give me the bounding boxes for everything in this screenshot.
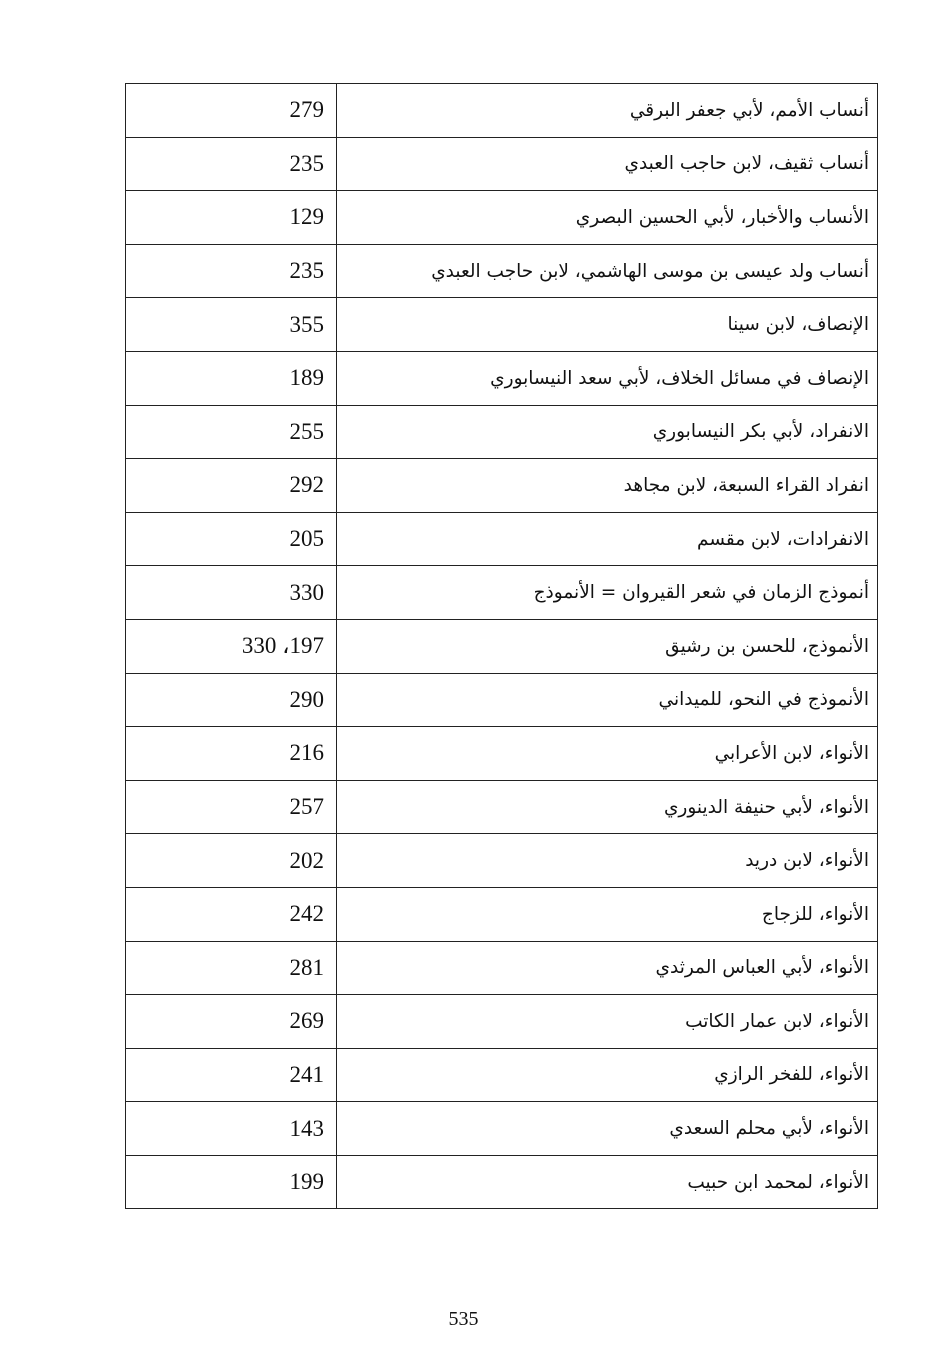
table-row [126, 834, 878, 888]
table-row [126, 298, 878, 352]
book-title: الأنموذج، للحسن بن رشيق [337, 619, 878, 673]
book-title: الأنواء، لمحمد ابن حبيب [337, 1155, 878, 1209]
book-title: أنساب ولد عيسى بن موسى الهاشمي، لابن حاجب العبدي [337, 244, 878, 298]
book-title: أنساب ثقيف، لابن حاجب العبدي [337, 137, 878, 191]
book-title: الأنواء، لابن عمار الكاتب [337, 995, 878, 1049]
book-title: الإنصاف، لابن سينا [337, 298, 878, 352]
page-reference: 355 [126, 298, 337, 352]
page-reference: 235 [126, 244, 337, 298]
page-reference: 129 [126, 191, 337, 245]
page-reference: 241 [126, 1048, 337, 1102]
table-row [126, 887, 878, 941]
book-title: أنموذج الزمان في شعر القيروان = الأنموذج [337, 566, 878, 620]
book-title: الأنواء، للزجاج [337, 887, 878, 941]
table-row [126, 1102, 878, 1156]
table-row [126, 84, 878, 138]
page-reference: 290 [126, 673, 337, 727]
book-title: الأنواء، لأبي محلم السعدي [337, 1102, 878, 1156]
book-title: الانفرادات، لابن مقسم [337, 512, 878, 566]
table-row [126, 244, 878, 298]
table-row [126, 405, 878, 459]
book-title: الأنساب والأخبار، لأبي الحسين البصري [337, 191, 878, 245]
page-reference: 257 [126, 780, 337, 834]
table-row [126, 673, 878, 727]
book-title: الأنواء، لأبي العباس المرثدي [337, 941, 878, 995]
book-title: الانفراد، لأبي بكر النيسابوري [337, 405, 878, 459]
table-row [126, 566, 878, 620]
table-row [126, 780, 878, 834]
page-reference: 235 [126, 137, 337, 191]
page-reference: 197، 330 [126, 619, 337, 673]
book-title: أنساب الأمم، لأبي جعفر البرقي [337, 84, 878, 138]
index-table-body [126, 84, 878, 1209]
book-title: الأنواء، لابن دريد [337, 834, 878, 888]
page-reference: 242 [126, 887, 337, 941]
table-row [126, 512, 878, 566]
book-title: الأنواء، لأبي حنيفة الدينوري [337, 780, 878, 834]
page-reference: 281 [126, 941, 337, 995]
table-row [126, 1048, 878, 1102]
table-row [126, 941, 878, 995]
table-row [126, 619, 878, 673]
table-row [126, 351, 878, 405]
table-row [126, 995, 878, 1049]
page-reference: 216 [126, 727, 337, 781]
book-title: الإنصاف في مسائل الخلاف، لأبي سعد النيسابوري [337, 351, 878, 405]
page-number: 535 [448, 1308, 479, 1330]
page-reference: 189 [126, 351, 337, 405]
book-title: الأنواء، لابن الأعرابي [337, 727, 878, 781]
page-reference: 202 [126, 834, 337, 888]
table-row [126, 459, 878, 513]
page-reference: 279 [126, 84, 337, 138]
table-row [126, 1155, 878, 1209]
index-table [125, 83, 878, 1209]
page-reference: 199 [126, 1155, 337, 1209]
table-row [126, 727, 878, 781]
page-reference: 143 [126, 1102, 337, 1156]
book-title: الأنموذج في النحو، للميداني [337, 673, 878, 727]
table-row [126, 191, 878, 245]
page-reference: 255 [126, 405, 337, 459]
book-title: الأنواء، للفخر الرازي [337, 1048, 878, 1102]
table-row [126, 137, 878, 191]
page-reference: 269 [126, 995, 337, 1049]
book-title: انفراد القراء السبعة، لابن مجاهد [337, 459, 878, 513]
page-reference: 205 [126, 512, 337, 566]
page-reference: 292 [126, 459, 337, 513]
page-reference: 330 [126, 566, 337, 620]
